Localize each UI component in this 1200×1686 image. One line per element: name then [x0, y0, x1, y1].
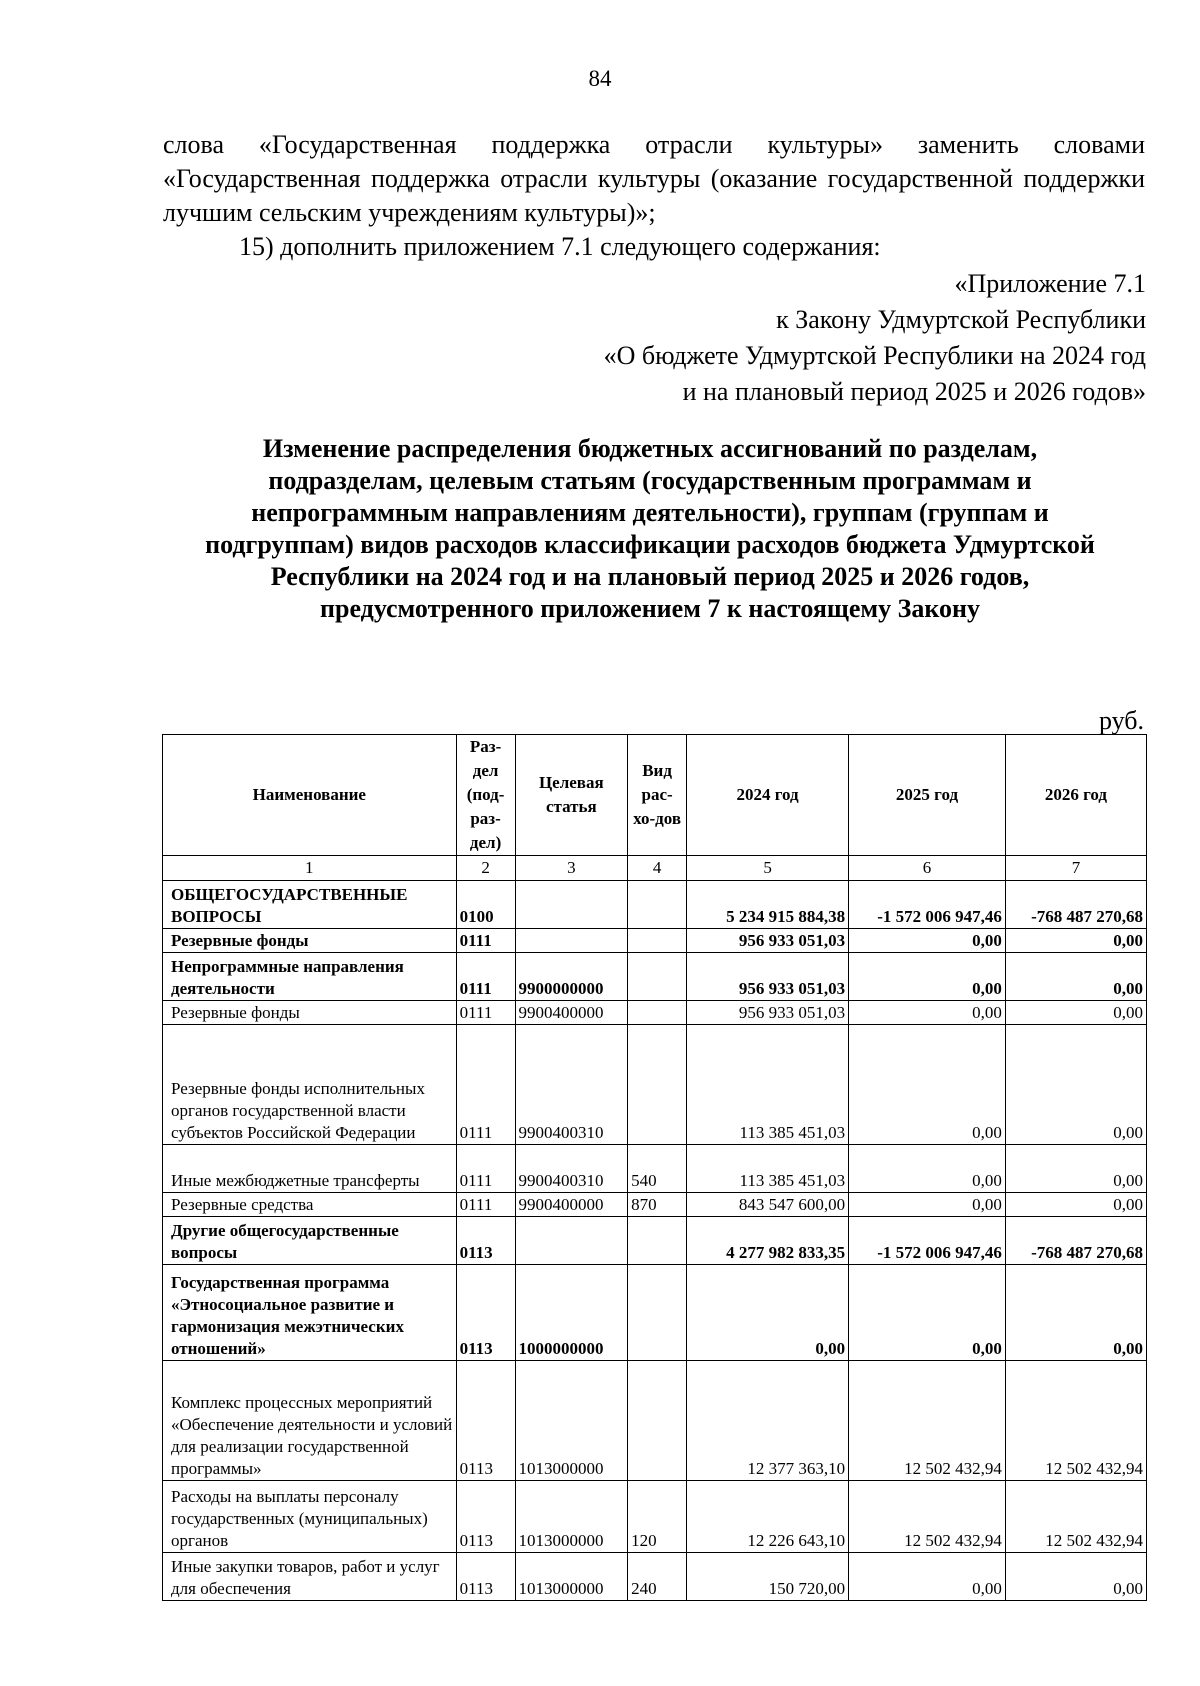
row-name: Непрограммные направления деятельности: [163, 953, 457, 1001]
row-expense-type: [628, 1265, 687, 1361]
column-number: 2: [456, 856, 515, 881]
header-expense-type: Вид рас-хо-дов: [628, 735, 687, 856]
row-name: Комплекс процессных мероприятий «Обеспечение деятельности и условий для реализации государственной программы»: [163, 1361, 457, 1481]
row-section: 0111: [456, 1145, 515, 1193]
row-2024: 12 226 643,10: [687, 1481, 849, 1553]
row-2026: 0,00: [1005, 1265, 1146, 1361]
table-row: [163, 1481, 1147, 1553]
row-section: 0113: [456, 1481, 515, 1553]
row-2025: -1 572 006 947,46: [849, 1217, 1006, 1265]
row-2024: 956 933 051,03: [687, 929, 849, 953]
row-2026: 12 502 432,94: [1005, 1361, 1146, 1481]
row-section: 0113: [456, 1361, 515, 1481]
appendix-line-2: к Закону Удмуртской Республики: [776, 305, 1146, 334]
currency-unit: руб.: [1098, 706, 1144, 735]
row-target: 1013000000: [515, 1481, 628, 1553]
row-2025: 0,00: [849, 1001, 1006, 1025]
row-target: [515, 881, 628, 929]
row-expense-type: [628, 929, 687, 953]
row-2026: 0,00: [1005, 1001, 1146, 1025]
row-section: 0113: [456, 1265, 515, 1361]
row-expense-type: 540: [628, 1145, 687, 1193]
row-2024: 956 933 051,03: [687, 1001, 849, 1025]
row-expense-type: [628, 953, 687, 1001]
header-2026: 2026 год: [1005, 735, 1146, 856]
row-expense-type: [628, 881, 687, 929]
row-expense-type: [628, 1217, 687, 1265]
row-2026: 0,00: [1005, 1025, 1146, 1145]
table-row: [163, 1193, 1147, 1217]
row-target: 9900400310: [515, 1145, 628, 1193]
table-row: [163, 1145, 1147, 1193]
budget-table: [162, 734, 1147, 1601]
row-2025: 0,00: [849, 929, 1006, 953]
row-name: ОБЩЕГОСУДАРСТВЕННЫЕ ВОПРОСЫ: [163, 881, 457, 929]
row-2026: 0,00: [1005, 1145, 1146, 1193]
appendix-heading: [604, 266, 1146, 410]
column-number: 6: [849, 856, 1006, 881]
row-2026: 0,00: [1005, 953, 1146, 1001]
table-row: [163, 881, 1147, 929]
row-2026: 0,00: [1005, 1193, 1146, 1217]
column-number: 5: [687, 856, 849, 881]
row-name: Резервные фонды: [163, 929, 457, 953]
row-section: 0111: [456, 1193, 515, 1217]
row-section: 0111: [456, 1001, 515, 1025]
appendix-line-3: «О бюджете Удмуртской Республики на 2024 год: [603, 341, 1146, 370]
column-number: 3: [515, 856, 628, 881]
table-row: [163, 1217, 1147, 1265]
table-row: [163, 1265, 1147, 1361]
row-2024: 113 385 451,03: [687, 1025, 849, 1145]
row-2024: 113 385 451,03: [687, 1145, 849, 1193]
table-row: [163, 1001, 1147, 1025]
row-name: Резервные фонды исполнительных органов государственной власти субъектов Российской Федерации: [163, 1025, 457, 1145]
appendix-line-1: «Приложение 7.1: [954, 269, 1146, 298]
row-name: Резервные средства: [163, 1193, 457, 1217]
row-name: Иные закупки товаров, работ и услуг для обеспечения: [163, 1553, 457, 1601]
row-2025: 12 502 432,94: [849, 1481, 1006, 1553]
row-2025: 0,00: [849, 1265, 1006, 1361]
row-2025: 0,00: [849, 1193, 1006, 1217]
row-target: 1000000000: [515, 1265, 628, 1361]
row-section: 0100: [456, 881, 515, 929]
table-row: [163, 953, 1147, 1001]
row-target: 9900400000: [515, 1193, 628, 1217]
table-row: [163, 1553, 1147, 1601]
row-2024: 0,00: [687, 1265, 849, 1361]
row-name: Государственная программа «Этносоциальное развитие и гармонизация межэтнических отношений»: [163, 1265, 457, 1361]
row-target: 9900000000: [515, 953, 628, 1001]
row-expense-type: 870: [628, 1193, 687, 1217]
row-name: Другие общегосударственные вопросы: [163, 1217, 457, 1265]
row-section: 0111: [456, 1025, 515, 1145]
column-number-row: [163, 856, 1147, 881]
row-2025: 0,00: [849, 1145, 1006, 1193]
table-row: [163, 1361, 1147, 1481]
amendment-item-15: [163, 230, 1145, 264]
row-target: 9900400000: [515, 1001, 628, 1025]
row-name: Расходы на выплаты персоналу государственных (муниципальных) органов: [163, 1481, 457, 1553]
page-number: 84: [588, 66, 612, 91]
column-number: 4: [628, 856, 687, 881]
row-target: 9900400310: [515, 1025, 628, 1145]
row-2026: -768 487 270,68: [1005, 881, 1146, 929]
header-name: Наименование: [163, 735, 457, 856]
header-2025: 2025 год: [849, 735, 1006, 856]
row-2024: 150 720,00: [687, 1553, 849, 1601]
amendment-paragraph: слова «Государственная поддержка отрасли культуры» заменить словами «Государственная поддержка отрасли культуры (оказание государственной поддержки лучшим сельским учреждениям культуры)»;: [163, 130, 1145, 227]
row-section: 0113: [456, 1553, 515, 1601]
table-row: [163, 1025, 1147, 1145]
row-2026: -768 487 270,68: [1005, 1217, 1146, 1265]
row-section: 0111: [456, 929, 515, 953]
row-expense-type: [628, 1361, 687, 1481]
row-2025: 0,00: [849, 1025, 1006, 1145]
appendix-line-4: и на плановый период 2025 и 2026 годов»: [682, 377, 1146, 406]
table-row: [163, 929, 1147, 953]
header-section: Раз-дел (под-раз-дел): [456, 735, 515, 856]
row-target: [515, 929, 628, 953]
row-2026: 12 502 432,94: [1005, 1481, 1146, 1553]
row-2025: -1 572 006 947,46: [849, 881, 1006, 929]
table-header-row: [163, 735, 1147, 856]
row-target: [515, 1217, 628, 1265]
row-expense-type: 120: [628, 1481, 687, 1553]
column-number: 1: [163, 856, 457, 881]
row-section: 0111: [456, 953, 515, 1001]
row-name: Иные межбюджетные трансферты: [163, 1145, 457, 1193]
row-target: 1013000000: [515, 1361, 628, 1481]
column-number: 7: [1005, 856, 1146, 881]
row-2024: 5 234 915 884,38: [687, 881, 849, 929]
header-2024: 2024 год: [687, 735, 849, 856]
row-2024: 843 547 600,00: [687, 1193, 849, 1217]
row-2024: 12 377 363,10: [687, 1361, 849, 1481]
row-expense-type: 240: [628, 1553, 687, 1601]
row-2026: 0,00: [1005, 1553, 1146, 1601]
row-target: 1013000000: [515, 1553, 628, 1601]
row-expense-type: [628, 1025, 687, 1145]
row-2025: 12 502 432,94: [849, 1361, 1006, 1481]
row-2024: 4 277 982 833,35: [687, 1217, 849, 1265]
document-title: Изменение распределения бюджетных ассигнований по разделам, подразделам, целевым статьям (государственным программам и непрограммным направлениям деятельности), группам (группам и подгруппам) видов расходов классификации расходов бюджета Удмуртской Республики на 2024 год и на плановый период 2025 и 2026 годов, предусмотренного приложением 7 к настоящему Закону: [205, 434, 1095, 623]
amendment-item-15-text: 15) дополнить приложением 7.1 следующего содержания:: [239, 232, 881, 261]
row-2026: 0,00: [1005, 929, 1146, 953]
row-name: Резервные фонды: [163, 1001, 457, 1025]
row-section: 0113: [456, 1217, 515, 1265]
header-target: Целевая статья: [515, 735, 628, 856]
row-2024: 956 933 051,03: [687, 953, 849, 1001]
row-2025: 0,00: [849, 953, 1006, 1001]
row-expense-type: [628, 1001, 687, 1025]
row-2025: 0,00: [849, 1553, 1006, 1601]
